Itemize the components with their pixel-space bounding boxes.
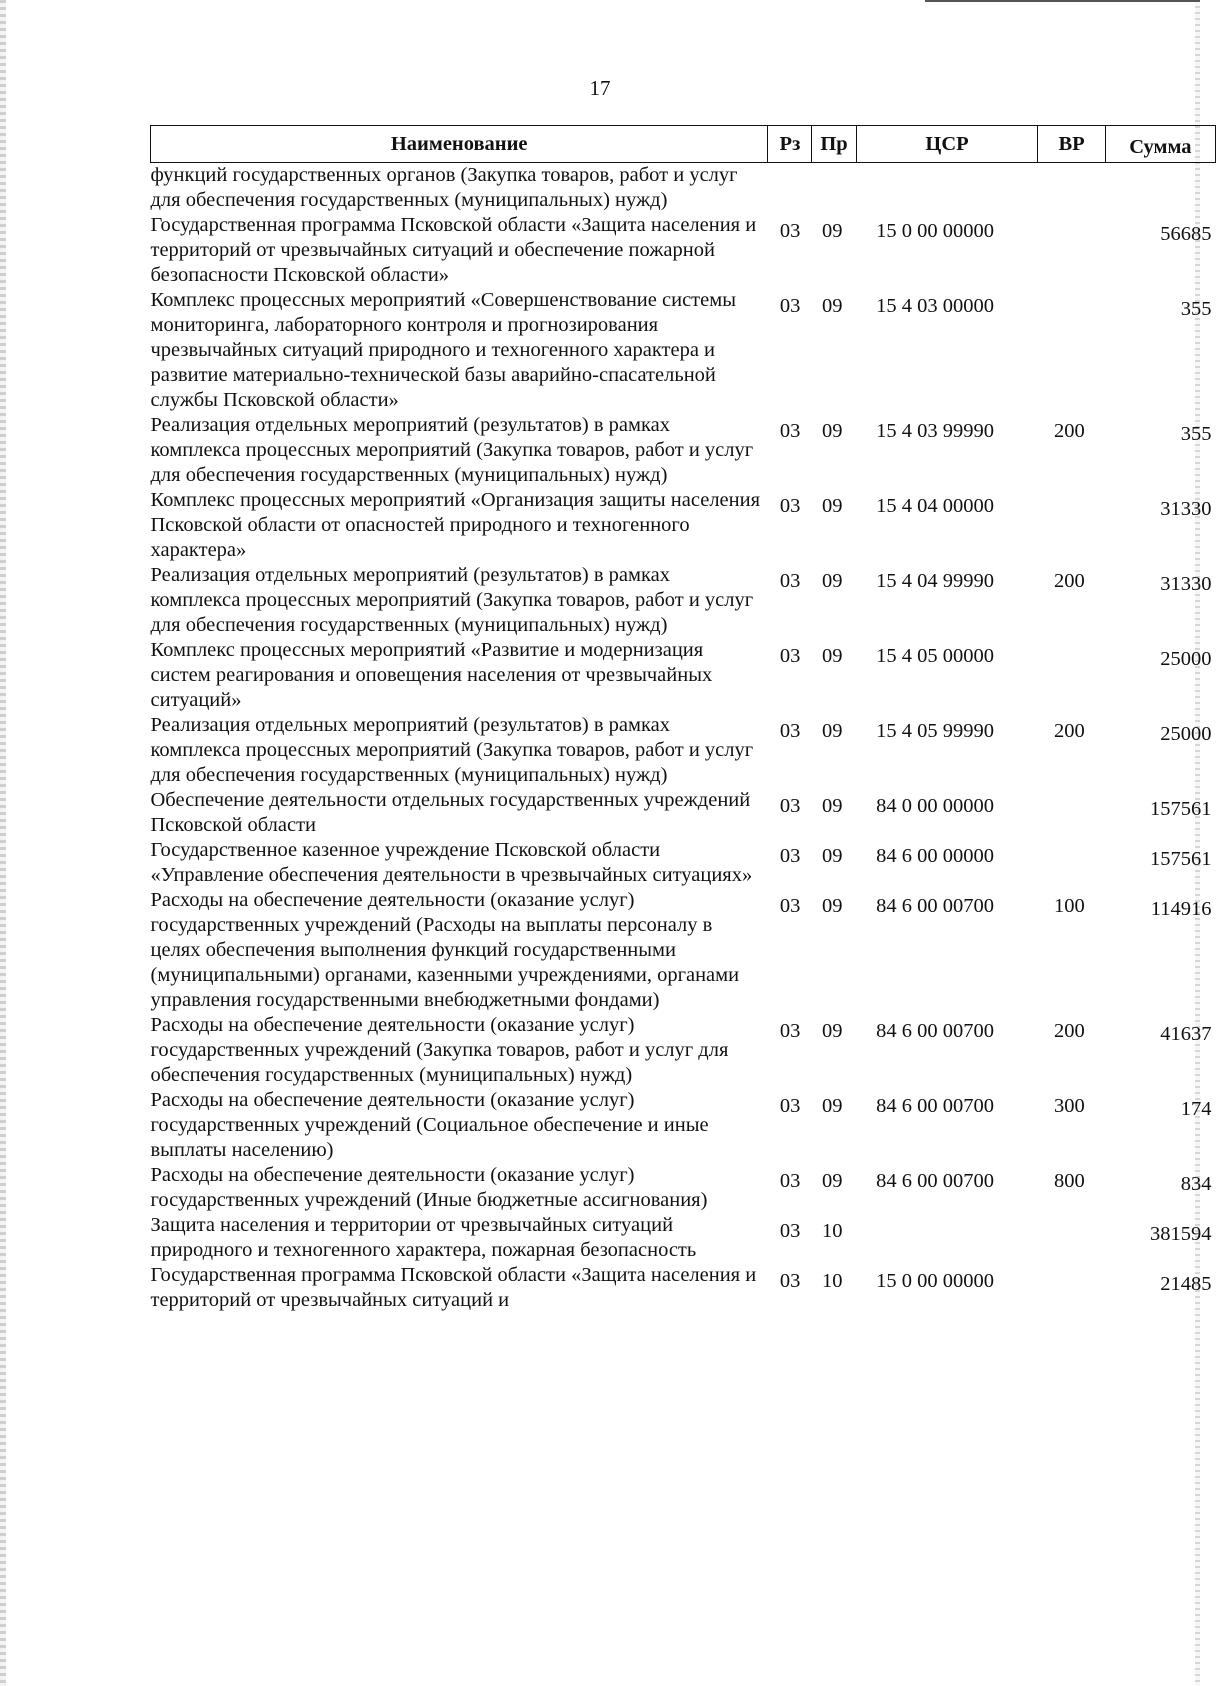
cell-name: Реализация отдельных мероприятий (результатов) в рамках комплекса процессных мероприятий (Закупка товаров, работ и услуг для обеспечения государственных (муниципальных) нужд) xyxy=(150,564,754,636)
cell-vr xyxy=(1038,838,1105,888)
cell-sum: 355 xyxy=(1180,298,1212,320)
table-row xyxy=(151,1163,1216,1213)
cell-rz: 03 xyxy=(779,295,801,317)
header-name: Наименование xyxy=(151,126,768,163)
cell-pr: 09 xyxy=(821,720,843,742)
cell-pr: 09 xyxy=(821,570,843,592)
cell-name: Реализация отдельных мероприятий (результатов) в рамках комплекса процессных мероприятий (Закупка товаров, работ и услуг для обеспечения государственных (муниципальных) нужд) xyxy=(150,714,754,786)
cell-pr: 09 xyxy=(821,1170,843,1192)
table-row xyxy=(151,413,1216,488)
budget-table xyxy=(150,125,1216,1313)
cell-pr: 09 xyxy=(821,845,843,867)
cell-csr: 15 4 04 00000 xyxy=(876,495,994,517)
cell-name: Комплекс процессных мероприятий «Организация защиты населения Псковской области от опасностей природного и техногенного характера» xyxy=(150,489,761,561)
cell-csr: 84 6 00 00700 xyxy=(876,895,994,917)
cell-pr: 10 xyxy=(821,1220,843,1242)
cell-pr: 09 xyxy=(821,645,843,667)
cell-name: Государственная программа Псковской области «Защита населения и территорий от чрезвычайных ситуаций и xyxy=(150,1264,757,1311)
cell-sum: 355 xyxy=(1180,423,1212,445)
cell-rz: 03 xyxy=(779,1270,801,1292)
cell-name: Реализация отдельных мероприятий (результатов) в рамках комплекса процессных мероприятий (Закупка товаров, работ и услуг для обеспечения государственных (муниципальных) нужд) xyxy=(150,414,754,486)
cell-csr: 84 6 00 00700 xyxy=(876,1170,994,1192)
cell-sum: 381594 xyxy=(1150,1223,1212,1245)
table-row xyxy=(151,563,1216,638)
cell-rz: 03 xyxy=(779,795,801,817)
cell-csr: 84 6 00 00700 xyxy=(876,1095,994,1117)
header-csr: ЦСР xyxy=(856,126,1038,163)
table-row xyxy=(151,713,1216,788)
cell-sum: 174 xyxy=(1180,1098,1212,1120)
table-row xyxy=(151,488,1216,563)
table-row xyxy=(151,1213,1216,1263)
cell-csr xyxy=(856,163,1038,214)
cell-name: Обеспечение деятельности отдельных государственных учреждений Псковской области xyxy=(150,789,751,836)
cell-vr xyxy=(1038,1263,1105,1313)
cell-pr: 09 xyxy=(821,420,843,442)
cell-pr: 09 xyxy=(821,1020,843,1042)
cell-csr: 15 0 00 00000 xyxy=(876,220,994,242)
cell-csr: 15 0 00 00000 xyxy=(876,1270,994,1292)
cell-sum: 31330 xyxy=(1160,573,1212,595)
cell-pr: 10 xyxy=(821,1270,843,1292)
cell-sum xyxy=(1105,163,1215,214)
cell-name: Комплекс процессных мероприятий «Развитие и модернизация систем реагирования и оповещения населения от чрезвычайных ситуаций» xyxy=(150,639,713,711)
cell-name: Расходы на обеспечение деятельности (оказание услуг) государственных учреждений (Социальное обеспечение и иные выплаты населению) xyxy=(150,1089,709,1161)
table-row xyxy=(151,788,1216,838)
cell-rz: 03 xyxy=(779,220,801,242)
cell-sum: 834 xyxy=(1180,1173,1212,1195)
table-header-row xyxy=(151,126,1216,163)
cell-pr: 09 xyxy=(821,495,843,517)
cell-name: Государственное казенное учреждение Псковской области «Управление обеспечения деятельности в чрезвычайных ситуациях» xyxy=(150,839,753,886)
cell-name: Государственная программа Псковской области «Защита населения и территорий от чрезвычайных ситуаций и обеспечение пожарной безопасности Псковской области» xyxy=(150,214,757,286)
cell-vr: 200 xyxy=(1053,1020,1085,1042)
cell-csr: 84 6 00 00000 xyxy=(876,845,994,867)
cell-sum: 157561 xyxy=(1150,798,1212,820)
cell-csr: 15 4 03 99990 xyxy=(876,420,994,442)
table-row xyxy=(151,1263,1216,1313)
table-row xyxy=(151,1088,1216,1163)
header-vr: ВР xyxy=(1038,126,1105,163)
cell-vr xyxy=(1038,163,1105,214)
cell-rz: 03 xyxy=(779,495,801,517)
cell-rz: 03 xyxy=(779,720,801,742)
page-number: 17 xyxy=(589,76,611,100)
cell-rz: 03 xyxy=(779,645,801,667)
cell-pr xyxy=(812,163,856,214)
table-row xyxy=(151,213,1216,288)
cell-csr: 15 4 04 99990 xyxy=(876,570,994,592)
cell-rz xyxy=(768,163,812,214)
cell-csr: 15 4 05 00000 xyxy=(876,645,994,667)
cell-pr: 09 xyxy=(821,1095,843,1117)
cell-name: Расходы на обеспечение деятельности (оказание услуг) государственных учреждений (Закупка товаров, работ и услуг для обеспечения государственных (муниципальных) нужд) xyxy=(150,1014,729,1086)
header-sum: Сумма xyxy=(1105,126,1215,163)
cell-name: Защита населения и территории от чрезвычайных ситуаций природного и техногенного характера, пожарная безопасность xyxy=(150,1214,697,1261)
table-row xyxy=(151,838,1216,888)
cell-vr xyxy=(1038,288,1105,413)
cell-vr: 200 xyxy=(1053,570,1085,592)
cell-sum: 25000 xyxy=(1160,723,1212,745)
cell-sum: 41637 xyxy=(1160,1023,1212,1045)
cell-csr: 84 0 00 00000 xyxy=(876,795,994,817)
header-pr: Пр xyxy=(812,126,856,163)
cell-csr: 15 4 05 99990 xyxy=(876,720,994,742)
cell-name: функций государственных органов (Закупка товаров, работ и услуг для обеспечения государственных (муниципальных) нужд) xyxy=(150,164,738,211)
table-row xyxy=(151,638,1216,713)
cell-vr xyxy=(1038,788,1105,838)
cell-sum: 25000 xyxy=(1160,648,1212,670)
cell-rz: 03 xyxy=(779,1220,801,1242)
cell-pr: 09 xyxy=(821,295,843,317)
header-rz: Рз xyxy=(768,126,812,163)
cell-sum: 21485 xyxy=(1160,1273,1212,1295)
table-row xyxy=(151,1013,1216,1088)
cell-rz: 03 xyxy=(779,420,801,442)
cell-sum: 157561 xyxy=(1150,848,1212,870)
cell-csr: 84 6 00 00700 xyxy=(876,1020,994,1042)
cell-vr xyxy=(1038,213,1105,288)
cell-rz: 03 xyxy=(779,1170,801,1192)
cell-vr xyxy=(1038,638,1105,713)
cell-pr: 09 xyxy=(821,795,843,817)
cell-sum: 114916 xyxy=(1150,898,1212,920)
cell-vr xyxy=(1038,488,1105,563)
cell-vr: 200 xyxy=(1053,720,1085,742)
cell-sum: 31330 xyxy=(1160,498,1212,520)
cell-vr: 100 xyxy=(1053,895,1085,917)
cell-vr: 300 xyxy=(1053,1095,1085,1117)
cell-name: Комплекс процессных мероприятий «Совершенствование системы мониторинга, лабораторного контроля и прогнозирования чрезвычайных ситуаций природного и техногенного характера и развитие материально-технической базы аварийно-спасательной службы Псковской области» xyxy=(150,289,736,411)
table-row xyxy=(151,163,1216,214)
cell-pr: 09 xyxy=(821,220,843,242)
cell-rz: 03 xyxy=(779,1095,801,1117)
cell-vr: 200 xyxy=(1053,420,1085,442)
table-row xyxy=(151,888,1216,1013)
cell-vr xyxy=(1038,1213,1105,1263)
cell-csr xyxy=(856,1213,1038,1263)
cell-rz: 03 xyxy=(779,1020,801,1042)
cell-rz: 03 xyxy=(779,895,801,917)
cell-rz: 03 xyxy=(779,570,801,592)
scan-top-line xyxy=(925,0,1200,2)
table-row xyxy=(151,288,1216,413)
cell-sum: 56685 xyxy=(1160,223,1212,245)
cell-pr: 09 xyxy=(821,895,843,917)
cell-vr: 800 xyxy=(1053,1170,1085,1192)
cell-name: Расходы на обеспечение деятельности (оказание услуг) государственных учреждений (Иные бюджетные ассигнования) xyxy=(150,1164,708,1211)
scan-edge-left xyxy=(0,0,6,1686)
cell-rz: 03 xyxy=(779,845,801,867)
cell-name: Расходы на обеспечение деятельности (оказание услуг) государственных учреждений (Расходы на выплаты персоналу в целях обеспечения выполнения функций государственными (муниципальными) органами, казенными учреждениями, органами управления государственными внебюджетными фондами) xyxy=(150,889,740,1011)
cell-csr: 15 4 03 00000 xyxy=(876,295,994,317)
